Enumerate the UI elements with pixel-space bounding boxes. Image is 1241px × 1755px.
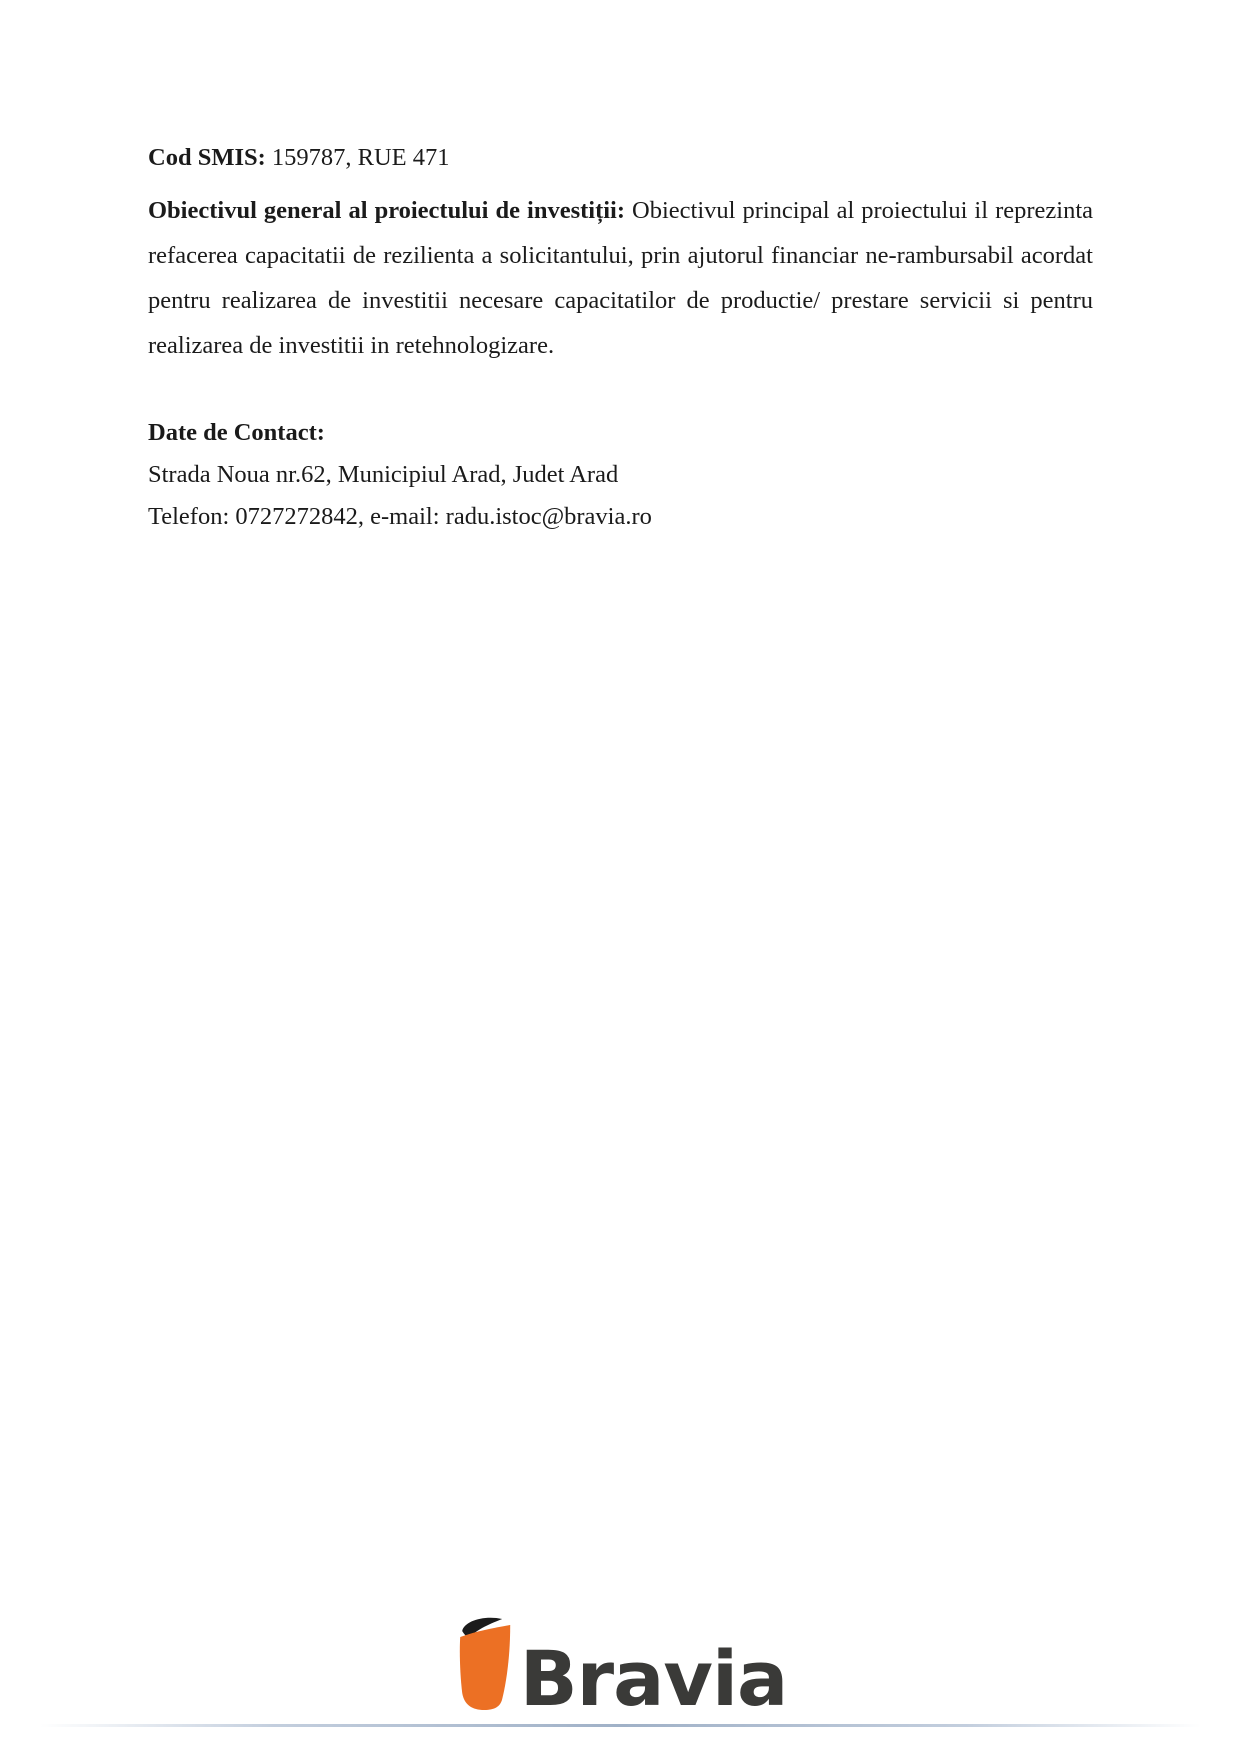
contact-heading: Date de Contact: bbox=[148, 419, 325, 446]
bravia-leaf-icon bbox=[454, 1613, 516, 1713]
objective-label: Obiectivul general al proiectului de investiții: bbox=[148, 197, 625, 224]
objective-paragraph bbox=[148, 188, 1093, 368]
smis-line bbox=[148, 135, 1093, 180]
page-footer bbox=[0, 1555, 1241, 1755]
objective-text: Obiectivul principal al proiectului il reprezinta refacerea capacitatii de rezilienta a solicitantului, prin ajutorul financiar ne-rambursabil acordat pentru realizarea de investitii necesare capacitatilor de productie/ prestare servicii si pentru realizarea de investitii in retehnologizare. bbox=[148, 197, 1093, 359]
bravia-wordmark: Bravia bbox=[519, 1633, 788, 1723]
document-body bbox=[148, 135, 1093, 538]
smis-label: Cod SMIS: bbox=[148, 144, 266, 171]
smis-value: 159787, RUE 471 bbox=[265, 144, 450, 171]
contact-address: Strada Noua nr.62, Municipiul Arad, Judet Arad bbox=[148, 461, 619, 488]
bravia-logo bbox=[454, 1603, 788, 1723]
contact-phone-email: Telefon: 0727272842, e-mail: radu.istoc@bravia.ro bbox=[148, 503, 652, 530]
footer-divider bbox=[40, 1724, 1201, 1727]
paragraph-spacer bbox=[148, 368, 1093, 412]
